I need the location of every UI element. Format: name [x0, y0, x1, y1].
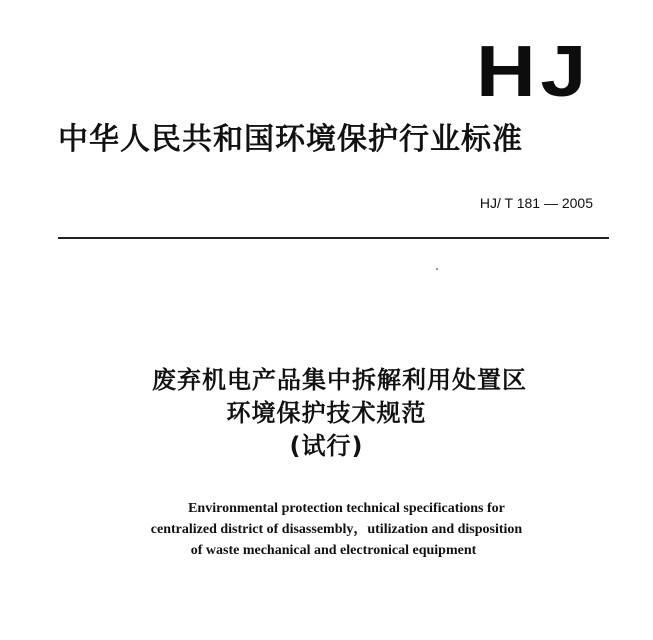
- english-title: [0, 498, 653, 561]
- title-line-3: (试行): [289, 432, 364, 460]
- document-title: [0, 364, 653, 463]
- english-title-line-2: centralized district of disassembly，utilization and disposition: [150, 522, 523, 537]
- english-title-line-3: of waste mechanical and electronical equipment: [190, 543, 477, 558]
- standard-logo: HJ: [475, 32, 591, 112]
- english-title-line-1: Environmental protection technical specifications for: [188, 501, 505, 516]
- scan-speck: [436, 268, 438, 270]
- organization-title: 中华人民共和国环境保护行业标准: [58, 122, 523, 157]
- header-divider: [58, 237, 609, 239]
- title-line-2: 环境保护技术规范: [226, 399, 427, 427]
- title-line-1: 废弃机电产品集中拆解利用处置区: [152, 366, 527, 394]
- standard-number: HJ/ T 181 — 2005: [479, 195, 593, 211]
